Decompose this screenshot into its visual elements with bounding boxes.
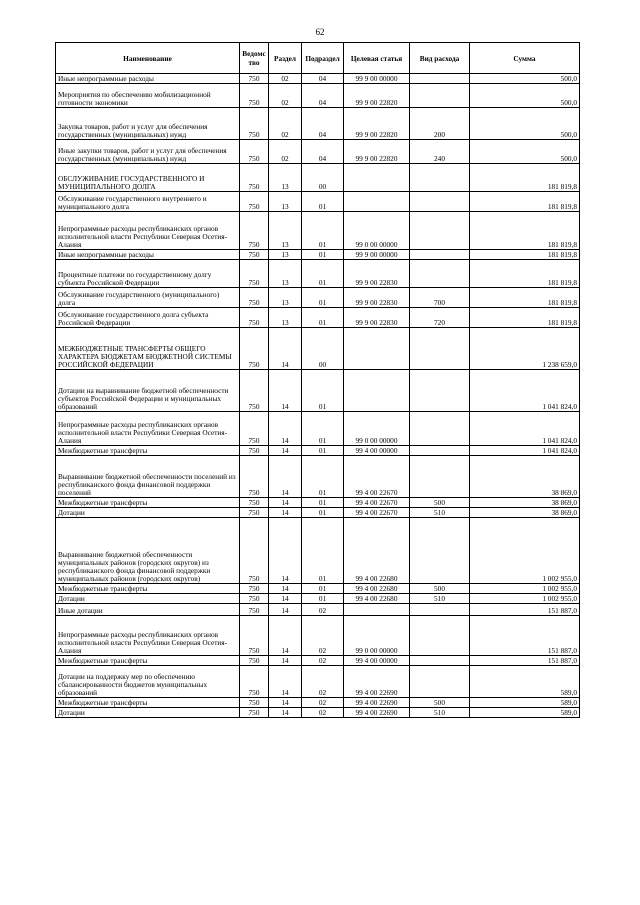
cell-section: 14 xyxy=(269,604,302,616)
cell-sum: 38 869,0 xyxy=(470,456,580,498)
cell-exptype xyxy=(410,192,470,212)
cell-name: ОБСЛУЖИВАНИЕ ГОСУДАРСТВЕННОГО И МУНИЦИПАЛЬНОГО ДОЛГА xyxy=(56,164,240,192)
table-row xyxy=(56,370,580,412)
cell-sum: 1 041 824,0 xyxy=(470,370,580,412)
cell-target: 99 0 00 00000 xyxy=(344,212,410,250)
cell-exptype xyxy=(410,604,470,616)
cell-section: 14 xyxy=(269,584,302,594)
cell-name: Межбюджетные трансферты xyxy=(56,698,240,708)
cell-target: 99 9 00 22830 xyxy=(344,308,410,328)
cell-exptype: 720 xyxy=(410,308,470,328)
cell-sum: 181 819,8 xyxy=(470,308,580,328)
cell-subsection: 01 xyxy=(302,370,344,412)
table-row xyxy=(56,604,580,616)
cell-subsection: 01 xyxy=(302,260,344,288)
cell-name: Процентные платежи по государственному долгу субъекта Российской Федерации xyxy=(56,260,240,288)
cell-sum: 1 002 955,0 xyxy=(470,584,580,594)
table-row xyxy=(56,446,580,456)
cell-name: МЕЖБЮДЖЕТНЫЕ ТРАНСФЕРТЫ ОБЩЕГО ХАРАКТЕРА БЮДЖЕТАМ БЮДЖЕТНОЙ СИСТЕМЫ РОССИЙСКОЙ ФЕДЕРАЦИИ xyxy=(56,328,240,370)
cell-exptype xyxy=(410,260,470,288)
cell-name: Непрограммные расходы республиканских органов исполнительной власти Республики Северная Осетия-Алания xyxy=(56,616,240,656)
cell-sum: 181 819,8 xyxy=(470,260,580,288)
table-row xyxy=(56,666,580,698)
cell-target: 99 4 00 22680 xyxy=(344,594,410,604)
cell-sum: 38 869,0 xyxy=(470,508,580,518)
cell-section: 14 xyxy=(269,328,302,370)
cell-exptype xyxy=(410,412,470,446)
table-row xyxy=(56,260,580,288)
cell-exptype xyxy=(410,656,470,666)
table-row xyxy=(56,140,580,164)
cell-target xyxy=(344,604,410,616)
cell-name: Непрограммные расходы республиканских органов исполнительной власти Республики Северная Осетия-Алания xyxy=(56,412,240,446)
cell-exptype xyxy=(410,250,470,260)
table-row xyxy=(56,74,580,84)
cell-sum: 1 041 824,0 xyxy=(470,446,580,456)
table-header-row xyxy=(56,43,580,74)
cell-section: 14 xyxy=(269,698,302,708)
cell-subsection: 02 xyxy=(302,698,344,708)
cell-sum: 181 819,8 xyxy=(470,250,580,260)
cell-exptype: 500 xyxy=(410,584,470,594)
table-row xyxy=(56,212,580,250)
cell-section: 14 xyxy=(269,656,302,666)
table-row xyxy=(56,108,580,140)
cell-section: 14 xyxy=(269,508,302,518)
cell-dept: 750 xyxy=(240,508,269,518)
cell-subsection: 01 xyxy=(302,584,344,594)
cell-section: 13 xyxy=(269,288,302,308)
cell-dept: 750 xyxy=(240,164,269,192)
cell-name: Дотации xyxy=(56,508,240,518)
cell-section: 13 xyxy=(269,260,302,288)
cell-target: 99 9 00 22820 xyxy=(344,84,410,108)
cell-name: Межбюджетные трансферты xyxy=(56,656,240,666)
cell-section: 13 xyxy=(269,250,302,260)
cell-dept: 750 xyxy=(240,260,269,288)
cell-dept: 750 xyxy=(240,456,269,498)
cell-section: 14 xyxy=(269,370,302,412)
cell-dept: 750 xyxy=(240,84,269,108)
cell-sum: 1 002 955,0 xyxy=(470,594,580,604)
cell-name: Дотации на поддержку мер по обеспечению сбалансированности бюджетов муниципальных образований xyxy=(56,666,240,698)
cell-name: Межбюджетные трансферты xyxy=(56,498,240,508)
cell-name: Иные дотации xyxy=(56,604,240,616)
cell-dept: 750 xyxy=(240,708,269,718)
cell-target xyxy=(344,328,410,370)
header-subsection: Подраздел xyxy=(302,43,344,74)
header-target: Целевая статья xyxy=(344,43,410,74)
cell-exptype xyxy=(410,164,470,192)
cell-sum: 181 819,8 xyxy=(470,288,580,308)
cell-subsection: 02 xyxy=(302,656,344,666)
cell-target: 99 4 00 22680 xyxy=(344,518,410,584)
cell-name: Дотации xyxy=(56,708,240,718)
cell-exptype: 510 xyxy=(410,594,470,604)
cell-dept: 750 xyxy=(240,518,269,584)
cell-sum: 500,0 xyxy=(470,84,580,108)
cell-sum: 500,0 xyxy=(470,140,580,164)
cell-dept: 750 xyxy=(240,288,269,308)
cell-section: 14 xyxy=(269,518,302,584)
cell-exptype xyxy=(410,328,470,370)
cell-exptype: 500 xyxy=(410,698,470,708)
table-row xyxy=(56,508,580,518)
cell-subsection: 04 xyxy=(302,74,344,84)
cell-section: 02 xyxy=(269,74,302,84)
cell-subsection: 01 xyxy=(302,594,344,604)
cell-dept: 750 xyxy=(240,140,269,164)
cell-target xyxy=(344,370,410,412)
cell-sum: 151 887,0 xyxy=(470,616,580,656)
table-row xyxy=(56,456,580,498)
cell-name: Межбюджетные трансферты xyxy=(56,446,240,456)
cell-subsection: 04 xyxy=(302,140,344,164)
cell-exptype xyxy=(410,74,470,84)
table-row xyxy=(56,518,580,584)
cell-name: Мероприятия по обеспечению мобилизационной готовности экономики xyxy=(56,84,240,108)
cell-subsection: 04 xyxy=(302,108,344,140)
cell-section: 14 xyxy=(269,666,302,698)
cell-target: 99 9 00 00000 xyxy=(344,74,410,84)
cell-exptype: 510 xyxy=(410,708,470,718)
cell-sum: 1 238 659,0 xyxy=(470,328,580,370)
cell-subsection: 01 xyxy=(302,446,344,456)
cell-exptype xyxy=(410,518,470,584)
header-sum: Сумма xyxy=(470,43,580,74)
cell-sum: 181 819,8 xyxy=(470,164,580,192)
cell-section: 13 xyxy=(269,212,302,250)
cell-name: Иные непрограммные расходы xyxy=(56,74,240,84)
cell-section: 14 xyxy=(269,498,302,508)
cell-subsection: 01 xyxy=(302,412,344,446)
cell-target: 99 4 00 22670 xyxy=(344,456,410,498)
cell-section: 13 xyxy=(269,308,302,328)
cell-sum: 589,0 xyxy=(470,708,580,718)
cell-dept: 750 xyxy=(240,308,269,328)
cell-sum: 1 002 955,0 xyxy=(470,518,580,584)
cell-name: Непрограммные расходы республиканских органов исполнительной власти Республики Северная Осетия-Алания xyxy=(56,212,240,250)
cell-name: Закупка товаров, работ и услуг для обеспечения государственных (муниципальных) нужд xyxy=(56,108,240,140)
cell-sum: 589,0 xyxy=(470,666,580,698)
cell-target: 99 4 00 22690 xyxy=(344,708,410,718)
cell-dept: 750 xyxy=(240,584,269,594)
cell-name: Межбюджетные трансферты xyxy=(56,584,240,594)
cell-sum: 500,0 xyxy=(470,108,580,140)
cell-target: 99 9 00 22820 xyxy=(344,108,410,140)
cell-name: Выравнивание бюджетной обеспеченности поселений из республиканского фонда финансовой поддержки поселений xyxy=(56,456,240,498)
cell-subsection: 02 xyxy=(302,616,344,656)
cell-dept: 750 xyxy=(240,666,269,698)
cell-sum: 500,0 xyxy=(470,74,580,84)
cell-dept: 750 xyxy=(240,250,269,260)
cell-target: 99 4 00 22690 xyxy=(344,666,410,698)
cell-subsection: 02 xyxy=(302,708,344,718)
cell-target: 99 4 00 22690 xyxy=(344,698,410,708)
cell-subsection: 04 xyxy=(302,84,344,108)
cell-sum: 181 819,8 xyxy=(470,192,580,212)
cell-exptype xyxy=(410,456,470,498)
cell-dept: 750 xyxy=(240,192,269,212)
cell-exptype xyxy=(410,446,470,456)
table-row xyxy=(56,308,580,328)
header-exptype: Вид расхода xyxy=(410,43,470,74)
cell-name: Обслуживание государственного долга субъекта Российской Федерации xyxy=(56,308,240,328)
cell-exptype: 500 xyxy=(410,498,470,508)
cell-section: 02 xyxy=(269,84,302,108)
table-body xyxy=(56,74,580,718)
cell-section: 14 xyxy=(269,708,302,718)
cell-sum: 589,0 xyxy=(470,698,580,708)
table-row xyxy=(56,656,580,666)
cell-name: Дотации на выравнивание бюджетной обеспеченности субъектов Российской Федерации и муниципальных образований xyxy=(56,370,240,412)
cell-dept: 750 xyxy=(240,698,269,708)
cell-exptype: 240 xyxy=(410,140,470,164)
cell-exptype xyxy=(410,212,470,250)
cell-subsection: 01 xyxy=(302,518,344,584)
cell-dept: 750 xyxy=(240,328,269,370)
cell-target: 99 9 00 00000 xyxy=(344,250,410,260)
budget-table xyxy=(55,42,580,718)
cell-exptype xyxy=(410,616,470,656)
cell-dept: 750 xyxy=(240,616,269,656)
cell-target: 99 9 00 22830 xyxy=(344,288,410,308)
cell-section: 14 xyxy=(269,594,302,604)
cell-name: Дотации xyxy=(56,594,240,604)
cell-section: 14 xyxy=(269,456,302,498)
cell-exptype xyxy=(410,84,470,108)
cell-dept: 750 xyxy=(240,656,269,666)
table-row xyxy=(56,594,580,604)
cell-subsection: 01 xyxy=(302,498,344,508)
table-row xyxy=(56,708,580,718)
cell-dept: 750 xyxy=(240,604,269,616)
cell-name: Иные закупки товаров, работ и услуг для обеспечения государственных (муниципальных) нужд xyxy=(56,140,240,164)
table-row xyxy=(56,84,580,108)
cell-sum: 1 041 824,0 xyxy=(470,412,580,446)
header-section: Раздел xyxy=(269,43,302,74)
cell-target: 99 9 00 22830 xyxy=(344,260,410,288)
cell-target: 99 0 00 00000 xyxy=(344,616,410,656)
cell-dept: 750 xyxy=(240,498,269,508)
cell-target: 99 0 00 00000 xyxy=(344,412,410,446)
table-row xyxy=(56,584,580,594)
cell-section: 13 xyxy=(269,164,302,192)
table-row xyxy=(56,328,580,370)
cell-dept: 750 xyxy=(240,594,269,604)
cell-target: 99 9 00 22820 xyxy=(344,140,410,164)
table-row xyxy=(56,288,580,308)
cell-exptype xyxy=(410,666,470,698)
cell-exptype: 200 xyxy=(410,108,470,140)
page-number: 62 xyxy=(315,27,325,37)
cell-subsection: 02 xyxy=(302,666,344,698)
table-row xyxy=(56,412,580,446)
table-row xyxy=(56,498,580,508)
cell-dept: 750 xyxy=(240,74,269,84)
cell-subsection: 01 xyxy=(302,288,344,308)
cell-subsection: 01 xyxy=(302,456,344,498)
cell-section: 14 xyxy=(269,616,302,656)
table-row xyxy=(56,698,580,708)
cell-subsection: 00 xyxy=(302,164,344,192)
table-row xyxy=(56,616,580,656)
cell-section: 02 xyxy=(269,140,302,164)
cell-subsection: 01 xyxy=(302,212,344,250)
cell-name: Обслуживание государственного внутреннего и муниципального долга xyxy=(56,192,240,212)
cell-section: 14 xyxy=(269,446,302,456)
cell-target: 99 4 00 00000 xyxy=(344,656,410,666)
cell-subsection: 01 xyxy=(302,308,344,328)
cell-target xyxy=(344,164,410,192)
table-row xyxy=(56,192,580,212)
cell-section: 02 xyxy=(269,108,302,140)
cell-subsection: 02 xyxy=(302,604,344,616)
cell-name: Иные непрограммные расходы xyxy=(56,250,240,260)
table-row xyxy=(56,250,580,260)
cell-target: 99 4 00 22670 xyxy=(344,498,410,508)
cell-name: Выравнивание бюджетной обеспеченности муниципальных районов (городских округов) из республиканского фонда финансовой поддержки муниципальных районов (городских округов) xyxy=(56,518,240,584)
cell-subsection: 01 xyxy=(302,508,344,518)
cell-target xyxy=(344,192,410,212)
cell-target: 99 4 00 00000 xyxy=(344,446,410,456)
cell-dept: 750 xyxy=(240,108,269,140)
cell-subsection: 01 xyxy=(302,192,344,212)
cell-exptype xyxy=(410,370,470,412)
cell-target: 99 4 00 22670 xyxy=(344,508,410,518)
cell-dept: 750 xyxy=(240,212,269,250)
cell-exptype: 510 xyxy=(410,508,470,518)
header-dept: Ведомс тво xyxy=(240,43,269,74)
cell-dept: 750 xyxy=(240,370,269,412)
cell-subsection: 00 xyxy=(302,328,344,370)
cell-sum: 38 869,0 xyxy=(470,498,580,508)
cell-dept: 750 xyxy=(240,412,269,446)
table-row xyxy=(56,164,580,192)
cell-sum: 151 887,0 xyxy=(470,656,580,666)
cell-exptype: 700 xyxy=(410,288,470,308)
cell-subsection: 01 xyxy=(302,250,344,260)
header-name: Наименование xyxy=(56,43,240,74)
cell-section: 14 xyxy=(269,412,302,446)
cell-target: 99 4 00 22680 xyxy=(344,584,410,594)
cell-sum: 181 819,8 xyxy=(470,212,580,250)
cell-name: Обслуживание государственного (муниципального) долга xyxy=(56,288,240,308)
cell-sum: 151 887,0 xyxy=(470,604,580,616)
cell-section: 13 xyxy=(269,192,302,212)
cell-dept: 750 xyxy=(240,446,269,456)
